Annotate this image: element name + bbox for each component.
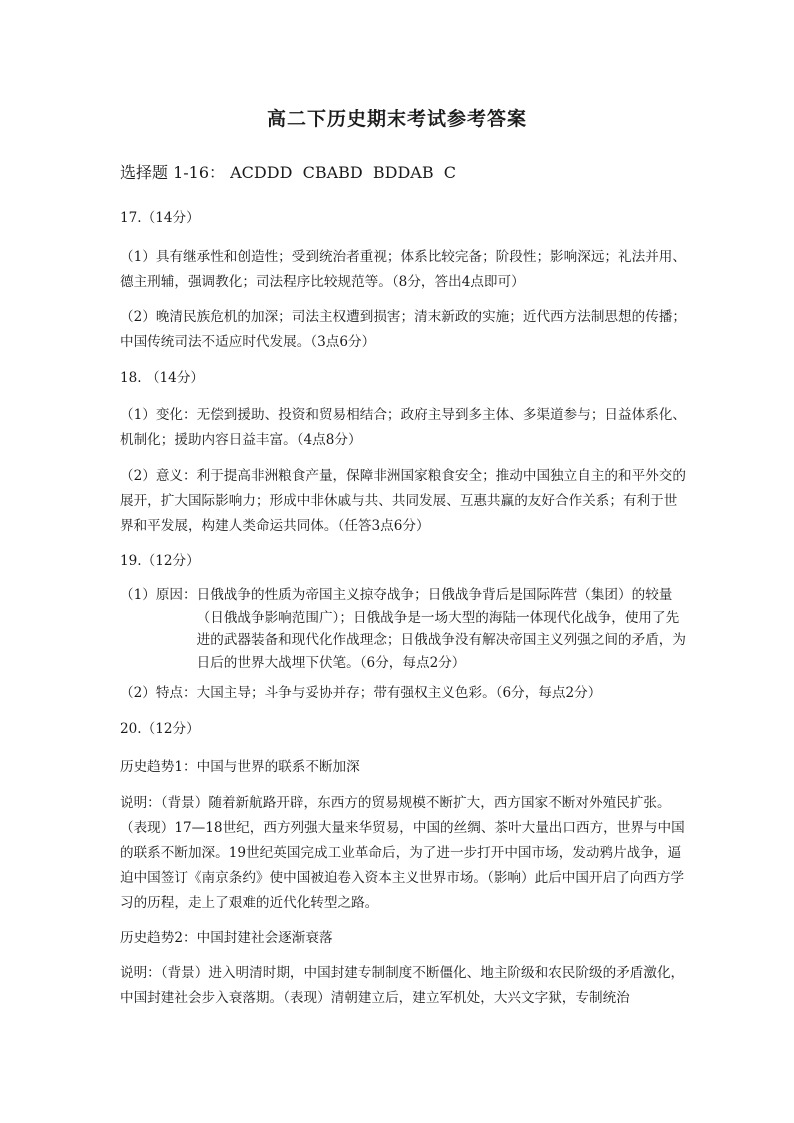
q20-trend2-title: 历史趋势2：中国封建社会逐渐衰落 [120, 930, 333, 946]
q20-trend2-text: 说明：（背景）进入明清时期，中国封建专制制度不断僵化、地主阶级和农民阶级的矛盾激化，中国封建社会步入衰落期。（表现）清朝建立后，建立军机处，大兴文字狱，专制统治 [120, 965, 685, 1006]
q17-part2: （2）晚清民族危机的加深；司法主权遭到损害；清末新政的实施；近代西方法制思想的传播；中国传统司法不适应时代发展。（3点6分） [120, 309, 686, 350]
q17-part1: （1）具有继承性和创造性；受到统治者重视；体系比较完备；阶段性；影响深远；礼法并用、德主刑辅，强调教化；司法程序比较规范等。（8分，答出4点即可） [120, 249, 686, 290]
q19-part1-label: （1）原因： [120, 587, 197, 603]
q19-part1 [120, 584, 690, 674]
q19-part1-text: 日俄战争的性质为帝国主义掠夺战争；日俄战争背后是国际阵营（集团）的较量（日俄战争影响范围广）；日俄战争是一场大型的海陆一体现代化战争，使用了先进的武器装备和现代化作战理念；日俄战争没有解决帝国主义列强之间的矛盾，为日后的世界大战埋下伏笔。（6分，每点2分） [196, 587, 686, 671]
q18-part1: （1）变化：无偿到援助、投资和贸易相结合；政府主导到多主体、多渠道参与；日益体系化、机制化；援助内容日益丰富。（4点8分） [120, 407, 686, 448]
q20-trend1-text: 说明：（背景）随着新航路开辟，东西方的贸易规模不断扩大，西方国家不断对外殖民扩张。（表现）17—18世纪，西方列强大量来华贸易，中国的丝绸、茶叶大量出口西方，世界与中国的联系不断加深。19世纪英国完成工业革命后，为了进一步打开中国市场，发动鸦片战争，逼迫中国签订《南京条约》使中国被迫卷入资本主义世界市场。（影响）此后中国开启了向西方学习的历程，走上了艰难的近代化转型之路。 [120, 795, 685, 911]
q18-part2: （2）意义：利于提高非洲粮食产量，保障非洲国家粮食安全；推动中国独立自主的和平外交的展开，扩大国际影响力；形成中非休戚与共、共同发展、互惠共赢的友好合作关系；有利于世界和平发展，构建人类命运共同体。（任答3点6分） [120, 468, 686, 534]
multiple-choice-answers: 选择题 1-16： ACDDD CBABD BDDAB C [120, 163, 457, 182]
q20-header: 20.（12分） [120, 721, 200, 737]
q19-header: 19.（12分） [120, 553, 200, 569]
q18-header: 18. （14分） [120, 370, 205, 386]
q19-part2: （2）特点：大国主导；斗争与妥协并存；带有强权主义色彩。（6分，每点2分） [120, 685, 602, 701]
q17-header: 17.（14分） [120, 210, 200, 226]
page-title: 高二下历史期末考试参考答案 [266, 108, 527, 130]
q20-trend1-title: 历史趋势1：中国与世界的联系不断加深 [120, 759, 360, 775]
